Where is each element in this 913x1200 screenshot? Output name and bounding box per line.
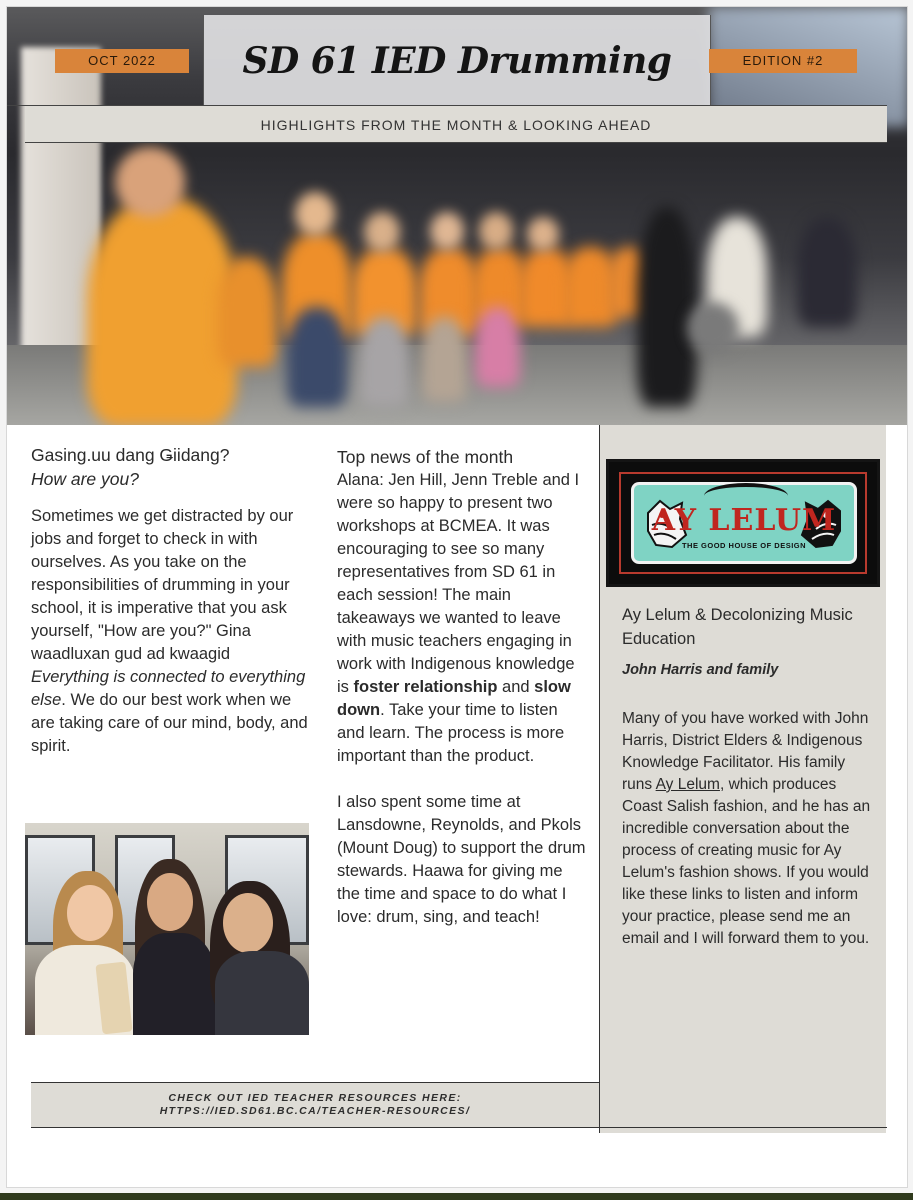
- ay-lelum-logo: [606, 459, 880, 587]
- news-column: [337, 445, 589, 929]
- group-photo: [25, 823, 309, 1035]
- resources-link[interactable]: HTTPS://IED.SD61.BC.CA/TEACHER-RESOURCES/: [159, 1105, 471, 1117]
- logo-tagline: THE GOOD HOUSE OF DESIGN: [681, 541, 807, 550]
- ay-lelum-link[interactable]: Ay Lelum: [655, 776, 720, 793]
- news-paragraph-2: I also spent some time at Lansdowne, Reynolds, and Pkols (Mount Doug) to support the drum stewards. Haawa for giving me the time and space to do what I love: drum, sing, and teach!: [337, 793, 586, 926]
- newsletter-page: [6, 6, 908, 1188]
- question-translation: How are you?: [31, 469, 139, 489]
- feature-title: Ay Lelum & Decolonizing Music Education: [622, 606, 853, 648]
- news-paragraph-1: Alana: Jen Hill, Jenn Treble and I were so happy to present two workshops at BCMEA. It was encouraging to see so many representatives from SD 61 in each session! The main takeaways we wanted to leave with music teachers engaging in work with Indigenous knowledge is foster relationship and slow down. Take your time to listen and learn. The process is more important than the product.: [337, 471, 580, 765]
- news-heading: Top news of the month: [337, 447, 514, 467]
- resources-footer: [31, 1083, 599, 1127]
- subtitle-text: HIGHLIGHTS FROM THE MONTH & LOOKING AHEAD: [260, 117, 652, 133]
- edition-badge: EDITION #2: [709, 49, 857, 73]
- footer-bottom-rule: [31, 1127, 887, 1128]
- feature-body: Many of you have worked with John Harris, District Elders & Indigenous Knowledge Facilitator. His family runs Ay Lelum, which produces Coast Salish fashion, and he has an incredible conversation about the process of creating music for Ay Lelum's fashion shows. If you would like these links to listen and inform your practice, please send me an email and I will forward them to you.: [622, 710, 871, 947]
- date-badge: OCT 2022: [55, 49, 189, 73]
- masthead: [203, 15, 711, 107]
- haida-question: Gasing.uu dang Ǥiidang?: [31, 445, 230, 465]
- resources-label: CHECK OUT IED TEACHER RESOURCES HERE:: [168, 1092, 462, 1104]
- emphasis-slow-down: slow down: [337, 678, 571, 719]
- logo-wordmark: AY LELUM: [651, 503, 837, 538]
- newsletter-title: SD 61 IED Drumming: [242, 40, 672, 82]
- haida-translation: Everything is connected to everything else: [31, 668, 306, 709]
- next-page-strip: [0, 1193, 913, 1200]
- subtitle-banner: [25, 105, 887, 143]
- wellness-body: Sometimes we get distracted by our jobs and forget to check in with ourselves. As you take on the responsibilities of drumming in your school, it is imperative that you ask yourself, "How are you?" Gina waadluxan gud ad kwaagid Everything is connected to everything else. We do our best work when we are taking care of our mind, body, and spirit.: [31, 507, 308, 755]
- column-divider: [599, 425, 600, 1133]
- emphasis-foster-relationship: foster relationship: [353, 678, 498, 696]
- feature-sidebar: [600, 425, 886, 1133]
- wellness-column: [31, 443, 311, 758]
- feature-author: John Harris and family: [622, 662, 779, 678]
